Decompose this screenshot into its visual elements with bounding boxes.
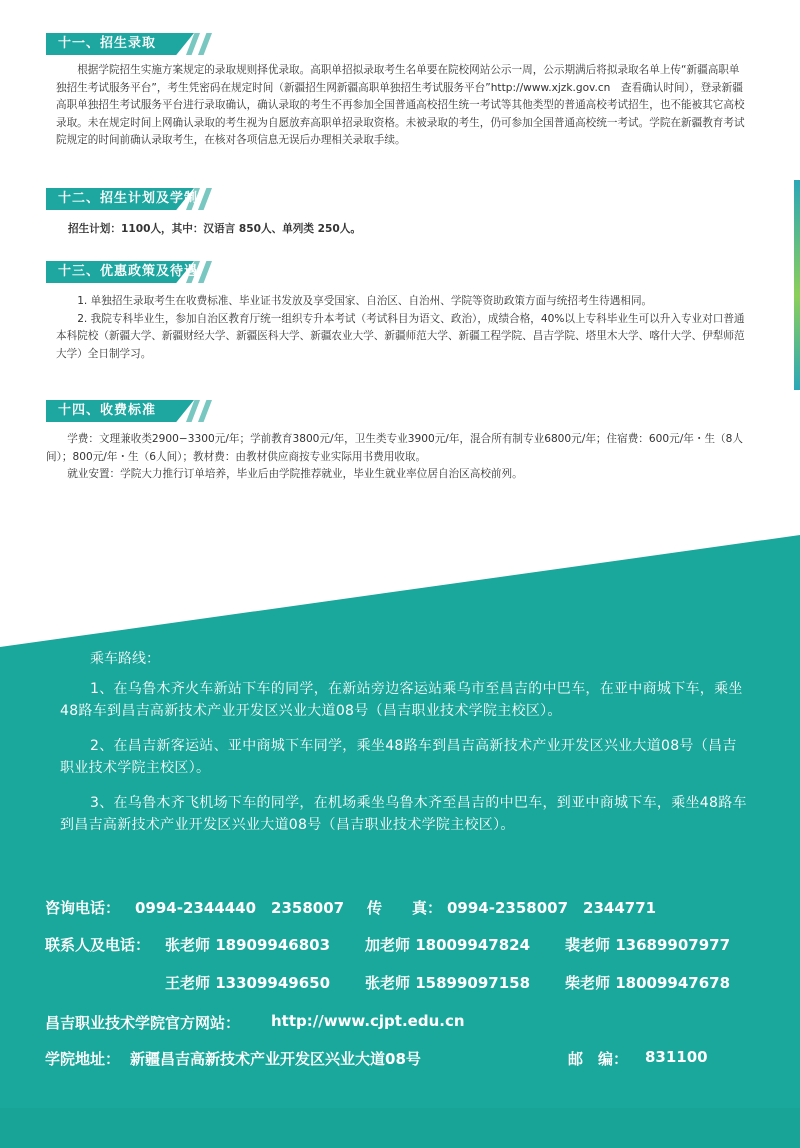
policy-item: 2. 我院专科毕业生，参加自治区教育厅统一组织专升本考试（考试科目为语文、政治），成绩合格，40%以上专科毕业生可以升入专业对口普通本科院校（新疆大学、新疆财经大学、新疆医科大学、新疆农业大学、新疆师范大学、新疆工程学院、昌吉学院、塔里木大学、喀什大学、伊犁师范大学）全日制学习。 [56,312,745,360]
fax-numbers: 0994-2358007 2344771 [447,899,657,917]
header-stripe [198,33,212,55]
enrollment-plan: 招生计划：1100人，其中：汉语言 850人、单列类 250人。 [68,223,361,235]
header-stripe [198,261,212,283]
address-text: 新疆昌吉高新技术产业开发区兴业大道08号 [130,1050,421,1068]
teacher-contact: 裴老师 13689907977 [565,936,731,954]
policy-item: 1. 单独招生录取考生在收费标准、毕业证书发放及享受国家、自治区、自治州、学院等资助政策方面与统招考生待遇相同。 [77,295,653,307]
postcode-label: 邮 编： [568,1050,629,1068]
section-11-title: 十一、招生录取 [58,36,157,51]
header-stripe [198,188,212,210]
header-stripe [198,400,212,422]
route-item: 2、在昌吉新客运站、亚中商城下车同学，乘坐48路车到昌吉高新技术产业开发区兴业大道08号（昌吉职业技术学院主校区）。 [60,738,737,776]
address-label: 学院地址： [45,1050,121,1068]
section-13-body [56,293,748,363]
teacher-contact: 柴老师 18009947678 [565,974,731,992]
people-label: 联系人及电话： [45,936,151,954]
teacher-contact: 张老师 18909946803 [165,936,331,954]
bus-route-block [60,648,750,849]
panel-footer-band [0,1108,800,1148]
postcode-value: 831100 [645,1048,708,1066]
website-label: 昌吉职业技术学院官方网站： [45,1014,241,1032]
fee-standard: 学费：文理兼收类2900−3300元/年；学前教育3800元/年，卫生类专业3900元/年，混合所有制专业6800元/年；住宿费：600元/年・生（8人间）；800元/年・生（6人间）；教材费：由教材供应商按专业实际用书费用收取。 [46,433,743,463]
edge-decoration [794,180,800,390]
phone-label: 咨询电话： [45,899,121,917]
route-item: 3、在乌鲁木齐飞机场下车的同学，在机场乘坐乌鲁木齐至昌吉的中巴车，到亚中商城下车，乘坐48路车到昌吉高新技术产业开发区兴业大道08号（昌吉职业技术学院主校区）。 [60,795,747,833]
section-12-title: 十二、招生计划及学制 [58,191,199,206]
phone-numbers: 0994-2344440 2358007 [135,899,345,917]
teacher-contact: 王老师 13309949650 [165,974,331,992]
section-14-body [46,431,748,484]
route-title: 乘车路线： [90,651,160,667]
admission-paragraph: 根据学院招生实施方案规定的录取规则择优录取。高职单招拟录取考生名单要在院校网站公示一周，公示期满后将拟录取名单上传“新疆高职单独招生考试服务平台”，考生凭密码在规定时间（新疆招生网新疆高职单独招生考试服务平台”http://www.xjzk.gov.cn 查看确认时间），登录新疆高职单独招生考试服务平台进行录取确认，确认录取的考生不再参加全国普通高校招生统一考试等其他类型的普通高校考试招生，也不能被其它高校录取。未在规定时间上网确认录取的考生视为自愿放弃高职单招录取资格。未被录取的考生，仍可参加全国普通高校统一考试。学院在新疆教育考试院规定的时间前确认录取考生，在核对各项信息无误后办理相关录取手续。 [56,64,745,147]
employment-note: 就业安置：学院大力推行订单培养，毕业后由学院推荐就业，毕业生就业率位居自治区高校前列。 [67,468,523,481]
section-13-header [46,261,208,283]
fax-label: 传 真： [367,899,443,917]
section-12-header [46,188,208,210]
teacher-contact: 加老师 18009947824 [365,936,531,954]
section-11-body [56,62,748,150]
section-11-header [46,33,208,55]
section-13-title: 十三、优惠政策及待遇 [58,264,199,279]
route-item: 1、在乌鲁木齐火车新站下车的同学，在新站旁边客运站乘乌市至昌吉的中巴车，在亚中商城下车，乘坐48路车到昌吉高新技术产业开发区兴业大道08号（昌吉职业技术学院主校区）。 [60,681,743,719]
section-14-header [46,400,208,422]
website-link[interactable]: http://www.cjpt.edu.cn [271,1012,465,1030]
section-12-body [68,221,748,239]
teacher-contact: 张老师 15899097158 [365,974,531,992]
section-14-title: 十四、收费标准 [58,403,157,418]
